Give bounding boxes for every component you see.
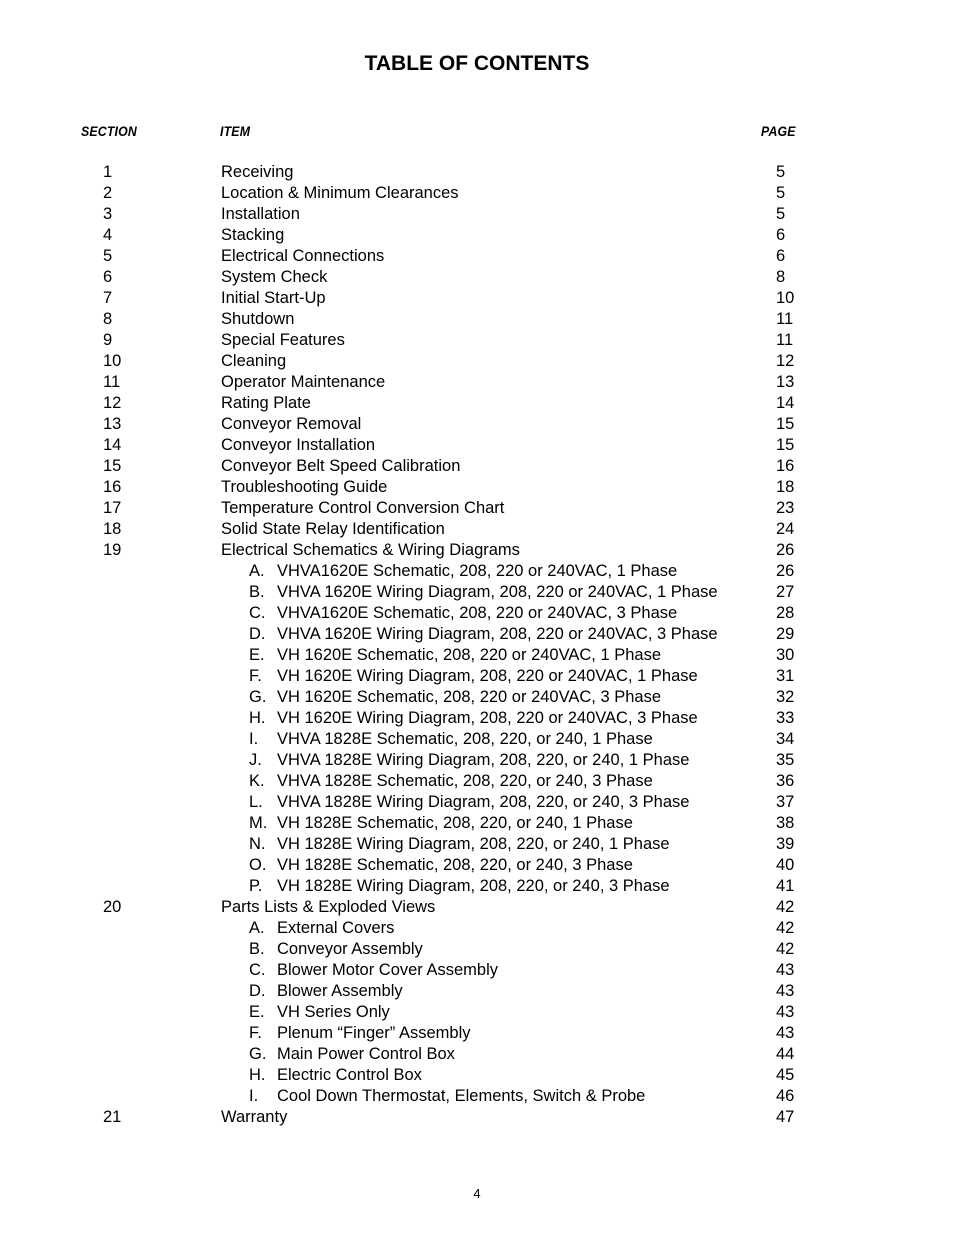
subitem-letter: E. <box>249 646 265 664</box>
column-header-item: ITEM <box>220 123 251 139</box>
subitem-letter: C. <box>249 604 266 622</box>
item-text: VH 1828E Schematic, 208, 220, or 240, 3 Phase <box>277 856 633 874</box>
toc-subentry <box>0 582 954 603</box>
page-ref: 10 <box>776 289 795 307</box>
item-title <box>221 540 520 561</box>
item-title <box>221 246 384 267</box>
item-text: VH 1620E Wiring Diagram, 208, 220 or 240VAC, 1 Phase <box>277 667 698 685</box>
page-ref: 47 <box>776 1108 795 1126</box>
item-title <box>249 981 403 1002</box>
section-number: 21 <box>103 1108 122 1126</box>
toc-entry <box>0 519 954 540</box>
section-number: 8 <box>103 310 113 328</box>
section-number: 6 <box>103 268 113 286</box>
item-text: VH 1620E Schematic, 208, 220 or 240VAC, 1 Phase <box>277 646 662 664</box>
toc-subentry <box>0 708 954 729</box>
item-title <box>249 834 670 855</box>
page-ref: 15 <box>776 415 795 433</box>
item-text: VH Series Only <box>277 1003 390 1021</box>
page-ref: 23 <box>776 499 795 517</box>
item-title <box>249 645 661 666</box>
toc-subentry <box>0 561 954 582</box>
toc-entry <box>0 267 954 288</box>
column-header-section: SECTION <box>81 123 138 139</box>
section-number: 15 <box>103 457 122 475</box>
item-text: Conveyor Assembly <box>277 940 423 958</box>
item-text: Cleaning <box>221 352 287 370</box>
item-text: Blower Assembly <box>277 982 403 1000</box>
toc-subentry <box>0 666 954 687</box>
item-title <box>249 1002 390 1023</box>
toc-subentry <box>0 1065 954 1086</box>
subitem-letter: D. <box>249 625 266 643</box>
section-number: 1 <box>103 163 113 181</box>
item-title <box>221 897 435 918</box>
toc-entry <box>0 246 954 267</box>
subitem-letter: A. <box>249 562 265 580</box>
item-title <box>221 162 293 183</box>
page-ref: 34 <box>776 730 795 748</box>
item-title <box>249 666 698 687</box>
page-ref: 6 <box>776 226 786 244</box>
page-ref: 12 <box>776 352 795 370</box>
item-text: VH 1828E Schematic, 208, 220, or 240, 1 Phase <box>277 814 633 832</box>
item-title <box>249 939 423 960</box>
section-number: 14 <box>103 436 122 454</box>
toc-entry <box>0 540 954 561</box>
item-title <box>249 960 498 981</box>
item-title <box>221 435 375 456</box>
item-title <box>221 498 504 519</box>
page-ref: 37 <box>776 793 795 811</box>
page-ref: 39 <box>776 835 795 853</box>
item-text: VH 1828E Wiring Diagram, 208, 220, or 240, 3 Phase <box>277 877 670 895</box>
page-ref: 27 <box>776 583 795 601</box>
item-title <box>221 204 300 225</box>
page-ref: 43 <box>776 982 795 1000</box>
toc-entry <box>0 1107 954 1128</box>
item-title <box>221 330 345 351</box>
section-number: 10 <box>103 352 122 370</box>
subitem-letter: B. <box>249 940 265 958</box>
item-text: Electrical Schematics & Wiring Diagrams <box>221 541 520 559</box>
toc-subentry <box>0 645 954 666</box>
item-text: Conveyor Installation <box>221 436 376 454</box>
toc-list <box>0 162 954 1128</box>
toc-subentry <box>0 1002 954 1023</box>
toc-entry <box>0 183 954 204</box>
item-title <box>221 372 385 393</box>
item-text: Cool Down Thermostat, Elements, Switch & Probe <box>277 1087 646 1105</box>
item-title <box>221 225 284 246</box>
item-text: Shutdown <box>221 310 295 328</box>
item-title <box>249 750 689 771</box>
subitem-letter: H. <box>249 1066 266 1084</box>
item-title <box>221 519 445 540</box>
page-ref: 38 <box>776 814 795 832</box>
item-text: VH 1620E Schematic, 208, 220 or 240VAC, 3 Phase <box>277 688 662 706</box>
page-ref: 13 <box>776 373 795 391</box>
item-title <box>249 918 394 939</box>
toc-subentry <box>0 1044 954 1065</box>
toc-entry <box>0 477 954 498</box>
item-text: Blower Motor Cover Assembly <box>277 961 498 979</box>
page-ref: 5 <box>776 184 786 202</box>
item-text: Stacking <box>221 226 285 244</box>
page-ref: 28 <box>776 604 795 622</box>
toc-entry <box>0 897 954 918</box>
item-title <box>221 414 361 435</box>
item-text: Special Features <box>221 331 345 349</box>
item-text: VHVA 1828E Wiring Diagram, 208, 220, or 240, 1 Phase <box>277 751 690 769</box>
page-ref: 18 <box>776 478 795 496</box>
subitem-letter: P. <box>249 877 263 895</box>
item-text: Location & Minimum Clearances <box>221 184 459 202</box>
toc-entry <box>0 330 954 351</box>
toc-entry <box>0 393 954 414</box>
page-ref: 46 <box>776 1087 795 1105</box>
toc-subentry <box>0 939 954 960</box>
page-ref: 30 <box>776 646 795 664</box>
toc-subentry <box>0 750 954 771</box>
section-number: 3 <box>103 205 113 223</box>
page-title: TABLE OF CONTENTS <box>364 52 590 75</box>
page-ref: 11 <box>776 310 794 328</box>
item-text: Main Power Control Box <box>277 1045 455 1063</box>
item-text: VHVA1620E Schematic, 208, 220 or 240VAC, 3 Phase <box>277 604 678 622</box>
page-ref: 36 <box>776 772 795 790</box>
page-ref: 6 <box>776 247 786 265</box>
page-ref: 32 <box>776 688 795 706</box>
page-ref: 42 <box>776 898 795 916</box>
section-number: 11 <box>103 373 121 391</box>
page-number: 4 <box>473 1186 481 1201</box>
item-text: Plenum “Finger” Assembly <box>277 1024 471 1042</box>
subitem-letter: B. <box>249 583 265 601</box>
page-ref: 16 <box>776 457 795 475</box>
toc-subentry <box>0 771 954 792</box>
item-title <box>249 813 633 834</box>
page-ref: 31 <box>776 667 795 685</box>
subitem-letter: E. <box>249 1003 265 1021</box>
item-title <box>249 1044 455 1065</box>
item-title <box>249 876 670 897</box>
subitem-letter: I. <box>249 730 259 748</box>
toc-subentry <box>0 855 954 876</box>
subitem-letter: K. <box>249 772 265 790</box>
subitem-letter: N. <box>249 835 266 853</box>
subitem-letter: I. <box>249 1087 259 1105</box>
section-number: 13 <box>103 415 122 433</box>
toc-subentry <box>0 687 954 708</box>
item-text: External Covers <box>277 919 395 937</box>
item-title <box>249 855 633 876</box>
item-title <box>221 183 459 204</box>
item-text: Initial Start-Up <box>221 289 326 307</box>
page-ref: 11 <box>776 331 794 349</box>
toc-subentry <box>0 1023 954 1044</box>
subitem-letter: F. <box>249 1024 262 1042</box>
toc-entry <box>0 372 954 393</box>
item-title <box>249 792 689 813</box>
item-title <box>249 1086 645 1107</box>
item-title <box>249 771 653 792</box>
page-ref: 5 <box>776 205 786 223</box>
item-text: Temperature Control Conversion Chart <box>221 499 505 517</box>
page-ref: 14 <box>776 394 795 412</box>
item-text: VHVA 1828E Wiring Diagram, 208, 220, or 240, 3 Phase <box>277 793 690 811</box>
item-title <box>249 582 718 603</box>
page-ref: 24 <box>776 520 795 538</box>
subitem-letter: O. <box>249 856 267 874</box>
subitem-letter: J. <box>249 751 262 769</box>
page-ref: 42 <box>776 919 795 937</box>
item-title <box>221 309 294 330</box>
page-ref: 29 <box>776 625 795 643</box>
page-ref: 45 <box>776 1066 795 1084</box>
item-text: System Check <box>221 268 328 286</box>
toc-subentry <box>0 603 954 624</box>
section-number: 9 <box>103 331 113 349</box>
page-ref: 5 <box>776 163 786 181</box>
toc-entry <box>0 456 954 477</box>
item-title <box>249 561 677 582</box>
page-ref: 35 <box>776 751 795 769</box>
item-text: Troubleshooting Guide <box>221 478 388 496</box>
toc-entry <box>0 309 954 330</box>
item-text: VHVA1620E Schematic, 208, 220 or 240VAC, 1 Phase <box>277 562 678 580</box>
section-number: 2 <box>103 184 113 202</box>
section-number: 19 <box>103 541 122 559</box>
item-text: Electric Control Box <box>277 1066 422 1084</box>
item-text: Solid State Relay Identification <box>221 520 445 538</box>
page-ref: 33 <box>776 709 795 727</box>
toc-subentry <box>0 729 954 750</box>
page-ref: 43 <box>776 1003 795 1021</box>
toc-subentry <box>0 918 954 939</box>
page-ref: 40 <box>776 856 795 874</box>
section-number: 4 <box>103 226 113 244</box>
toc-entry <box>0 498 954 519</box>
item-title <box>249 624 718 645</box>
item-text: Parts Lists & Exploded Views <box>221 898 436 916</box>
item-text: Installation <box>221 205 300 223</box>
page-ref: 42 <box>776 940 795 958</box>
item-text: Rating Plate <box>221 394 311 412</box>
section-number: 20 <box>103 898 122 916</box>
item-title <box>221 477 387 498</box>
item-text: VHVA 1828E Schematic, 208, 220, or 240, 1 Phase <box>277 730 653 748</box>
subitem-letter: F. <box>249 667 262 685</box>
item-title <box>249 708 698 729</box>
item-text: Receiving <box>221 163 294 181</box>
toc-subentry <box>0 792 954 813</box>
item-text: VHVA 1620E Wiring Diagram, 208, 220 or 240VAC, 3 Phase <box>277 625 718 643</box>
item-text: Operator Maintenance <box>221 373 386 391</box>
section-number: 17 <box>103 499 122 517</box>
page-ref: 15 <box>776 436 795 454</box>
item-text: VH 1620E Wiring Diagram, 208, 220 or 240VAC, 3 Phase <box>277 709 698 727</box>
section-number: 16 <box>103 478 122 496</box>
item-title <box>249 729 653 750</box>
page-ref: 26 <box>776 541 795 559</box>
item-text: Electrical Connections <box>221 247 385 265</box>
subitem-letter: D. <box>249 982 266 1000</box>
subitem-letter: L. <box>249 793 263 811</box>
item-title <box>221 267 327 288</box>
item-title <box>221 1107 287 1128</box>
toc-entry <box>0 162 954 183</box>
toc-entry <box>0 435 954 456</box>
toc-entry <box>0 351 954 372</box>
item-text: Warranty <box>221 1108 288 1126</box>
column-header-page: PAGE <box>761 123 796 139</box>
section-number: 12 <box>103 394 122 412</box>
subitem-letter: G. <box>249 688 267 706</box>
item-text: VHVA 1620E Wiring Diagram, 208, 220 or 240VAC, 1 Phase <box>277 583 718 601</box>
item-title <box>249 1023 470 1044</box>
page-ref: 43 <box>776 961 795 979</box>
toc-subentry <box>0 981 954 1002</box>
toc-subentry <box>0 960 954 981</box>
toc-subentry <box>0 1086 954 1107</box>
subitem-letter: C. <box>249 961 266 979</box>
item-text: Conveyor Belt Speed Calibration <box>221 457 461 475</box>
item-text: VH 1828E Wiring Diagram, 208, 220, or 240, 1 Phase <box>277 835 670 853</box>
item-title <box>249 1065 422 1086</box>
toc-subentry <box>0 813 954 834</box>
section-number: 18 <box>103 520 122 538</box>
subitem-letter: G. <box>249 1045 267 1063</box>
subitem-letter: H. <box>249 709 266 727</box>
item-title <box>221 393 311 414</box>
toc-entry <box>0 414 954 435</box>
item-title <box>249 603 677 624</box>
page-ref: 43 <box>776 1024 795 1042</box>
toc-entry <box>0 225 954 246</box>
toc-subentry <box>0 876 954 897</box>
item-title <box>221 288 326 309</box>
item-text: VHVA 1828E Schematic, 208, 220, or 240, 3 Phase <box>277 772 653 790</box>
page-ref: 8 <box>776 268 786 286</box>
toc-subentry <box>0 624 954 645</box>
page-ref: 44 <box>776 1045 795 1063</box>
section-number: 5 <box>103 247 113 265</box>
page-ref: 26 <box>776 562 795 580</box>
subitem-letter: M. <box>249 814 268 832</box>
section-number: 7 <box>103 289 113 307</box>
item-text: Conveyor Removal <box>221 415 362 433</box>
subitem-letter: A. <box>249 919 265 937</box>
item-title <box>221 351 286 372</box>
page-ref: 41 <box>776 877 795 895</box>
item-title <box>249 687 661 708</box>
toc-subentry <box>0 834 954 855</box>
toc-entry <box>0 204 954 225</box>
item-title <box>221 456 460 477</box>
toc-entry <box>0 288 954 309</box>
